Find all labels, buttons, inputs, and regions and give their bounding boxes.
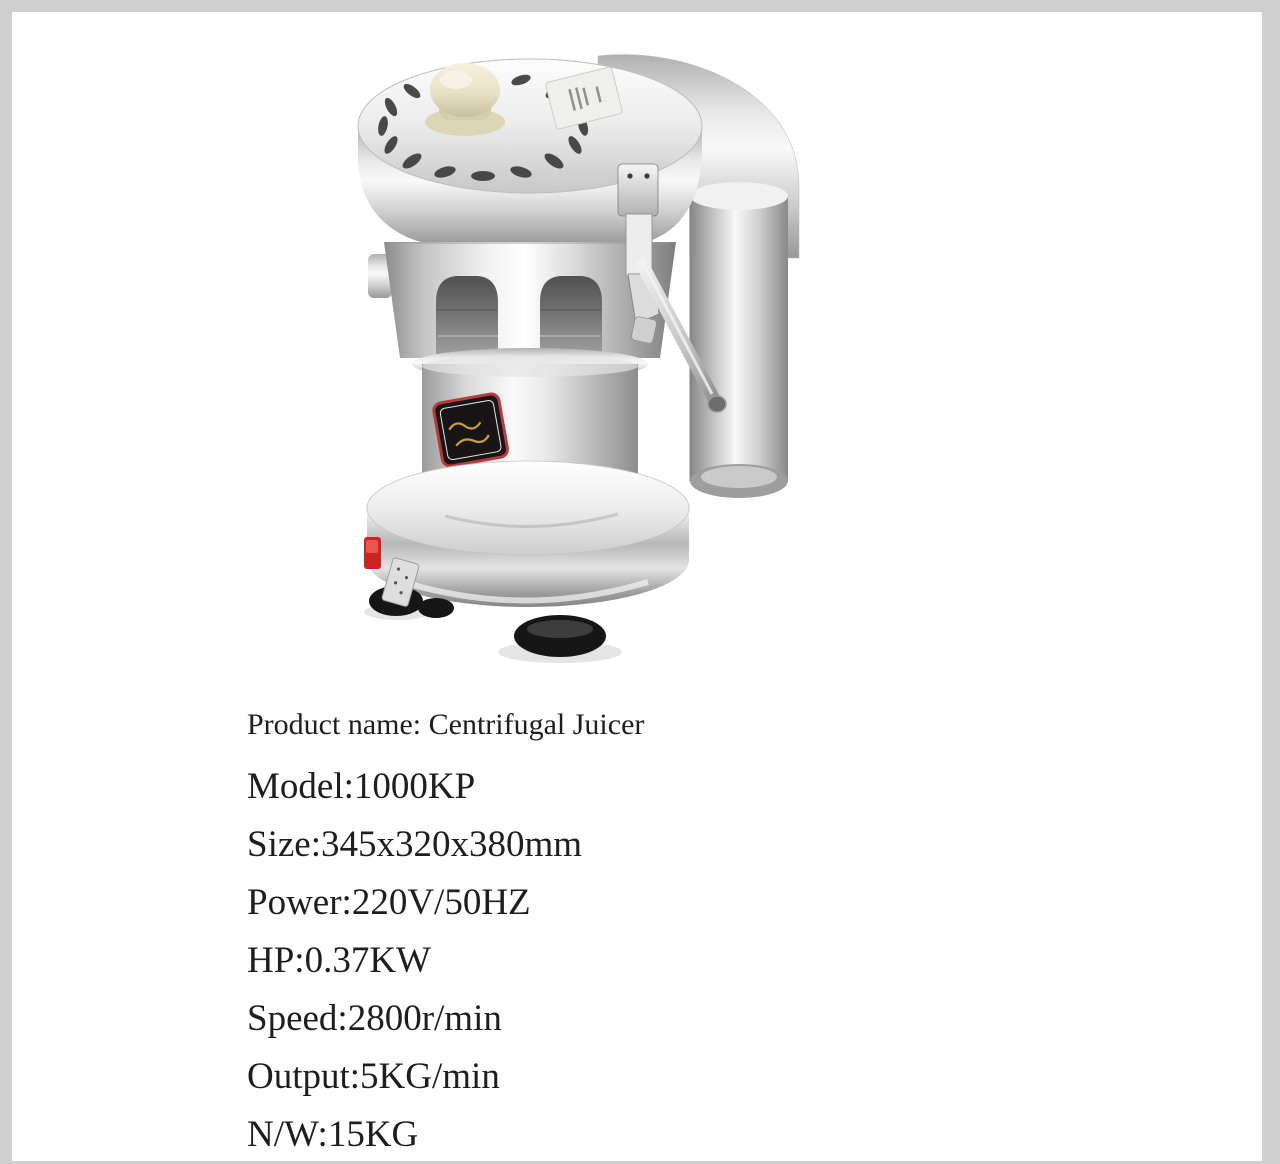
spec-line-model: Model:1000KP <box>247 766 476 807</box>
spec-line-speed: Speed:2800r/min <box>247 998 502 1039</box>
spec-line-output: Output:5KG/min <box>247 1056 500 1097</box>
spec-line-power: Power:220V/50HZ <box>247 882 531 923</box>
bowl-cutout-right <box>540 276 602 358</box>
spec-line-size: Size:345x320x380mm <box>247 824 583 865</box>
power-switch <box>364 537 381 569</box>
base-pedestal <box>367 461 689 607</box>
spec-line-hp: HP:0.37KW <box>247 940 431 981</box>
juicer-illustration <box>350 46 810 678</box>
product-name-line: Product name: Centrifugal Juicer <box>247 708 645 741</box>
product-photo <box>350 46 810 678</box>
brand-label <box>433 393 509 467</box>
foot-highlight <box>527 620 593 638</box>
spec-line-weight: N/W:15KG <box>247 1114 419 1155</box>
discharge-spout <box>690 182 788 498</box>
spec-list <box>247 704 644 1164</box>
bowl-cutout-left <box>436 276 498 358</box>
product-sheet-card <box>12 12 1262 1161</box>
pusher-knob <box>425 63 505 136</box>
